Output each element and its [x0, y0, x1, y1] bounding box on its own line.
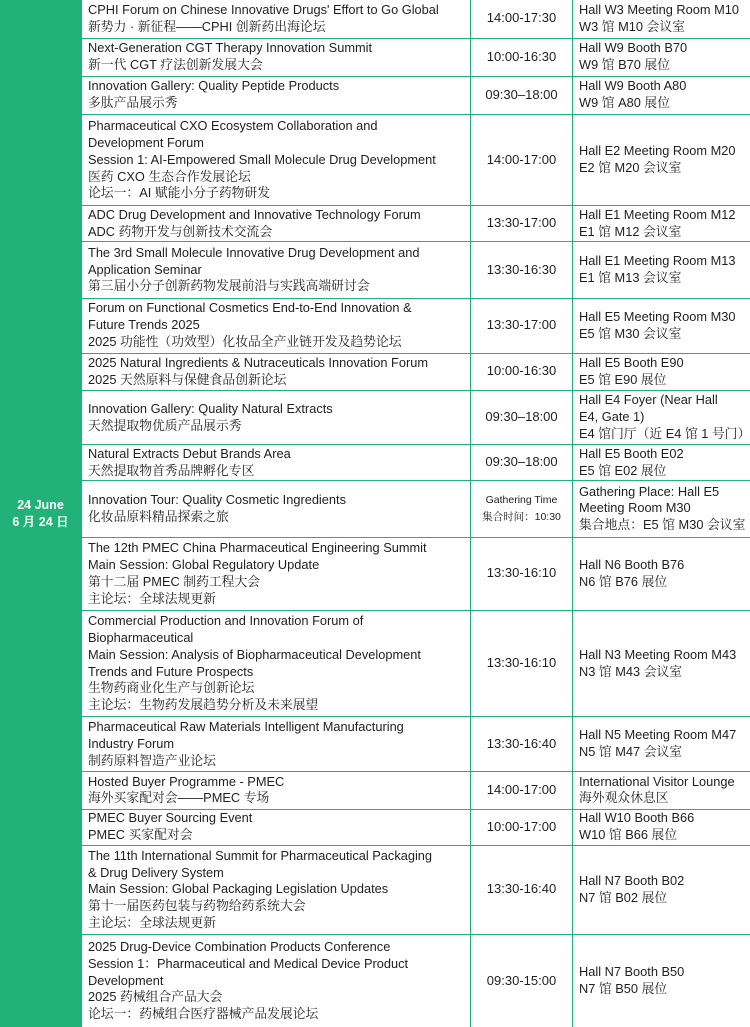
- text-line: 14:00-17:30: [486, 10, 557, 26]
- text-line: The 12th PMEC China Pharmaceutical Engineering Summit: [88, 539, 427, 555]
- event-time-cell: [471, 114, 573, 205]
- event-venue-cell: [573, 537, 750, 610]
- text-line: Hall E4 Foyer (Near Hall: [579, 392, 718, 408]
- text-line: Hall W10 Booth B66: [579, 810, 695, 826]
- text-line: 生物药商业化生产与创新论坛: [88, 680, 255, 696]
- event-venue-cell: [573, 0, 750, 38]
- event-row: [82, 76, 750, 114]
- text-line: Main Session: Global Regulatory Update: [88, 556, 320, 572]
- event-title-cell: [82, 114, 471, 205]
- text-line: Innovation Tour: Quality Cosmetic Ingredients: [88, 492, 346, 508]
- text-line: Development: [88, 972, 164, 988]
- text-line: E4, Gate 1): [579, 409, 645, 425]
- event-time-cell: [471, 390, 573, 444]
- text-line: The 11th International Summit for Pharmaceutical Packaging: [88, 847, 433, 863]
- text-line: Session 1: AI-Empowered Small Molecule Drug Development: [88, 151, 436, 167]
- text-line: Pharmaceutical Raw Materials Intelligent Manufacturing: [88, 718, 404, 734]
- text-line: 13:30-16:30: [486, 261, 557, 277]
- text-line: 论坛一：AI 赋能小分子药物研发: [88, 185, 271, 201]
- event-time-cell: [471, 206, 573, 242]
- event-title-cell: [82, 38, 471, 76]
- event-time-cell: [471, 537, 573, 610]
- event-time-cell: [471, 76, 573, 114]
- event-row: [82, 353, 750, 390]
- event-time-cell: [471, 610, 573, 716]
- event-venue-cell: [573, 445, 750, 481]
- event-row: [82, 445, 750, 481]
- text-line: 13:30-16:10: [486, 655, 557, 671]
- text-line: International Visitor Lounge: [579, 773, 735, 789]
- text-line: CPHI Forum on Chinese Innovative Drugs' Effort to Go Global: [88, 1, 439, 17]
- event-row: [82, 390, 750, 444]
- text-line: 2025 功能性（功效型）化妆品全产业链开发及趋势论坛: [88, 334, 402, 350]
- text-line: Session 1：Pharmaceutical and Medical Device Product: [88, 955, 409, 971]
- text-line: Hall N3 Meeting Room M43: [579, 646, 737, 662]
- event-time-cell: [471, 772, 573, 809]
- text-line: 新势力 · 新征程——CPHI 创新药出海论坛: [88, 18, 326, 34]
- event-venue-cell: [573, 610, 750, 716]
- text-line: 第十二届 PMEC 制药工程大会: [88, 573, 261, 589]
- text-line: 海外买家配对会——PMEC 专场: [88, 790, 270, 806]
- text-line: 主论坛：全球法规更新: [88, 915, 216, 931]
- event-time-cell: [471, 481, 573, 537]
- event-title-cell: [82, 935, 471, 1027]
- event-row: [82, 610, 750, 716]
- text-line: 制药原料智造产业论坛: [88, 752, 216, 768]
- text-line: 2025 Natural Ingredients & Nutraceuticals Innovation Forum: [88, 354, 429, 370]
- text-line: W9 馆 B70 展位: [579, 57, 671, 73]
- text-line: W10 馆 B66 展位: [579, 827, 678, 843]
- text-line: 第三届小分子创新药物发展前沿与实践高端研讨会: [88, 278, 370, 294]
- text-line: Hosted Buyer Programme - PMEC: [88, 773, 285, 789]
- text-line: 10:00-16:30: [486, 48, 557, 64]
- event-venue-cell: [573, 242, 750, 298]
- text-line: 主论坛：生物药发展趋势分析及未来展望: [88, 697, 319, 713]
- text-line: W9 馆 A80 展位: [579, 95, 671, 111]
- event-title-cell: [82, 445, 471, 481]
- text-line: Future Trends 2025: [88, 317, 200, 333]
- text-line: 新一代 CGT 疗法创新发展大会: [88, 57, 263, 73]
- event-title-cell: [82, 242, 471, 298]
- text-line: 09:30–18:00: [485, 86, 558, 102]
- text-line: ADC Drug Development and Innovative Technology Forum: [88, 206, 421, 222]
- event-title-cell: [82, 0, 471, 38]
- text-line: 集合地点：E5 馆 M30 会议室: [579, 517, 746, 533]
- event-row: [82, 537, 750, 610]
- event-venue-cell: [573, 717, 750, 772]
- text-line: Innovation Gallery: Quality Peptide Products: [88, 78, 340, 94]
- event-venue-cell: [573, 38, 750, 76]
- text-line: Hall N7 Booth B02: [579, 872, 685, 888]
- date-english: 24 June: [17, 497, 64, 512]
- event-title-cell: [82, 772, 471, 809]
- event-row: [82, 38, 750, 76]
- text-line: Hall N7 Booth B50: [579, 964, 685, 980]
- text-line: Industry Forum: [88, 735, 175, 751]
- text-line: 10:00-16:30: [486, 363, 557, 379]
- event-venue-cell: [573, 481, 750, 537]
- event-row: [82, 481, 750, 537]
- text-line: N5 馆 M47 会议室: [579, 744, 683, 760]
- text-line: N3 馆 M43 会议室: [579, 663, 683, 679]
- text-line: Trends and Future Prospects: [88, 663, 254, 679]
- text-line: Gathering Time: [485, 493, 558, 506]
- text-line: Meeting Room M30: [579, 500, 691, 516]
- event-row: [82, 206, 750, 242]
- text-line: 集合时间：10:30: [482, 510, 561, 523]
- text-line: W3 馆 M10 会议室: [579, 18, 685, 34]
- event-row: [82, 298, 750, 353]
- event-time-cell: [471, 935, 573, 1027]
- event-time-cell: [471, 0, 573, 38]
- event-time-cell: [471, 717, 573, 772]
- event-venue-cell: [573, 772, 750, 809]
- event-title-cell: [82, 353, 471, 390]
- text-line: Hall N6 Booth B76: [579, 556, 685, 572]
- text-line: 13:30-17:00: [486, 317, 557, 333]
- event-time-cell: [471, 38, 573, 76]
- event-time-cell: [471, 298, 573, 353]
- text-line: PMEC 买家配对会: [88, 827, 193, 843]
- event-venue-cell: [573, 298, 750, 353]
- event-venue-cell: [573, 114, 750, 205]
- event-row: [82, 935, 750, 1027]
- event-title-cell: [82, 845, 471, 934]
- text-line: Hall E5 Booth E02: [579, 445, 684, 461]
- text-line: 14:00-17:00: [486, 782, 557, 798]
- text-line: 医药 CXO 生态合作发展论坛: [88, 168, 251, 184]
- text-line: Natural Extracts Debut Brands Area: [88, 445, 291, 461]
- text-line: PMEC Buyer Sourcing Event: [88, 810, 253, 826]
- event-time-cell: [471, 809, 573, 845]
- event-row: [82, 114, 750, 205]
- event-title-cell: [82, 390, 471, 444]
- text-line: Main Session: Global Packaging Legislation Updates: [88, 881, 389, 897]
- event-row: [82, 809, 750, 845]
- event-title-cell: [82, 537, 471, 610]
- text-line: 化妆品原料精品探索之旅: [88, 508, 229, 524]
- text-line: 09:30–18:00: [485, 409, 558, 425]
- event-title-cell: [82, 76, 471, 114]
- text-line: 14:00-17:00: [486, 151, 557, 167]
- date-chinese: 6 月 24 日: [12, 514, 69, 529]
- text-line: N7 馆 B02 展位: [579, 889, 668, 905]
- event-row: [82, 0, 750, 38]
- event-title-cell: [82, 298, 471, 353]
- text-line: 天然提取物优质产品展示秀: [88, 417, 242, 433]
- text-line: Main Session: Analysis of Biopharmaceutical Development: [88, 646, 421, 662]
- event-title-cell: [82, 481, 471, 537]
- text-line: 主论坛：全球法规更新: [88, 590, 216, 606]
- text-line: Pharmaceutical CXO Ecosystem Collaboration and: [88, 117, 378, 133]
- text-line: 论坛一：药械组合医疗器械产品发展论坛: [88, 1006, 319, 1022]
- text-line: 2025 天然原料与保健食品创新论坛: [88, 371, 287, 387]
- text-line: 第十一届医药包装与药物给药系统大会: [88, 898, 306, 914]
- text-line: E5 馆 E02 展位: [579, 462, 667, 478]
- text-line: 2025 Drug-Device Combination Products Conference: [88, 938, 391, 954]
- event-venue-cell: [573, 935, 750, 1027]
- text-line: 13:30-16:10: [486, 565, 557, 581]
- event-row: [82, 845, 750, 934]
- event-title-cell: [82, 717, 471, 772]
- event-row: [82, 717, 750, 772]
- text-line: 10:00-17:00: [486, 818, 557, 834]
- text-line: Gathering Place: Hall E5: [579, 483, 720, 499]
- text-line: Hall E2 Meeting Room M20: [579, 143, 736, 159]
- text-line: Hall W3 Meeting Room M10: [579, 1, 740, 17]
- event-venue-cell: [573, 206, 750, 242]
- text-line: N6 馆 B76 展位: [579, 573, 668, 589]
- event-venue-cell: [573, 353, 750, 390]
- event-title-cell: [82, 809, 471, 845]
- text-line: Hall E1 Meeting Room M13: [579, 253, 736, 269]
- event-time-cell: [471, 445, 573, 481]
- date-column: [0, 0, 81, 1027]
- text-line: Forum on Functional Cosmetics End-to-End Innovation &: [88, 300, 412, 316]
- event-row: [82, 242, 750, 298]
- text-line: 多肽产品展示秀: [88, 95, 178, 111]
- text-line: Hall E5 Meeting Room M30: [579, 308, 736, 324]
- text-line: N7 馆 B50 展位: [579, 981, 668, 997]
- event-time-cell: [471, 845, 573, 934]
- text-line: 海外观众休息区: [579, 790, 669, 806]
- text-line: E4 馆门厅（近 E4 馆 1 号门）: [579, 426, 750, 442]
- text-line: Hall E5 Booth E90: [579, 354, 684, 370]
- text-line: E2 馆 M20 会议室: [579, 160, 682, 176]
- text-line: 天然提取物首秀品牌孵化专区: [88, 462, 255, 478]
- event-row: [82, 772, 750, 809]
- text-line: E1 馆 M13 会议室: [579, 270, 682, 286]
- text-line: 09:30–18:00: [485, 454, 558, 470]
- event-venue-cell: [573, 809, 750, 845]
- text-line: Hall N5 Meeting Room M47: [579, 727, 737, 743]
- text-line: 13:30-16:40: [486, 881, 557, 897]
- text-line: Development Forum: [88, 134, 204, 150]
- text-line: E5 馆 M30 会议室: [579, 325, 682, 341]
- text-line: 13:30-16:40: [486, 735, 557, 751]
- text-line: Commercial Production and Innovation Forum of: [88, 612, 364, 628]
- text-line: The 3rd Small Molecule Innovative Drug Development and: [88, 244, 420, 260]
- text-line: Hall W9 Booth A80: [579, 78, 687, 94]
- text-line: Application Seminar: [88, 261, 202, 277]
- text-line: 09:30-15:00: [486, 972, 557, 988]
- event-title-cell: [82, 610, 471, 716]
- text-line: & Drug Delivery System: [88, 864, 224, 880]
- schedule-table: [81, 0, 750, 1027]
- text-line: ADC 药物开发与创新技术交流会: [88, 223, 273, 239]
- text-line: E1 馆 M12 会议室: [579, 223, 682, 239]
- text-line: Hall W9 Booth B70: [579, 40, 688, 56]
- text-line: Biopharmaceutical: [88, 629, 194, 645]
- text-line: 13:30-17:00: [486, 215, 557, 231]
- event-venue-cell: [573, 390, 750, 444]
- text-line: E5 馆 E90 展位: [579, 371, 667, 387]
- event-venue-cell: [573, 76, 750, 114]
- text-line: Hall E1 Meeting Room M12: [579, 206, 736, 222]
- event-title-cell: [82, 206, 471, 242]
- text-line: 2025 药械组合产品大会: [88, 989, 223, 1005]
- event-time-cell: [471, 242, 573, 298]
- event-venue-cell: [573, 845, 750, 934]
- event-time-cell: [471, 353, 573, 390]
- text-line: Innovation Gallery: Quality Natural Extracts: [88, 400, 333, 416]
- text-line: Next-Generation CGT Therapy Innovation Summit: [88, 40, 373, 56]
